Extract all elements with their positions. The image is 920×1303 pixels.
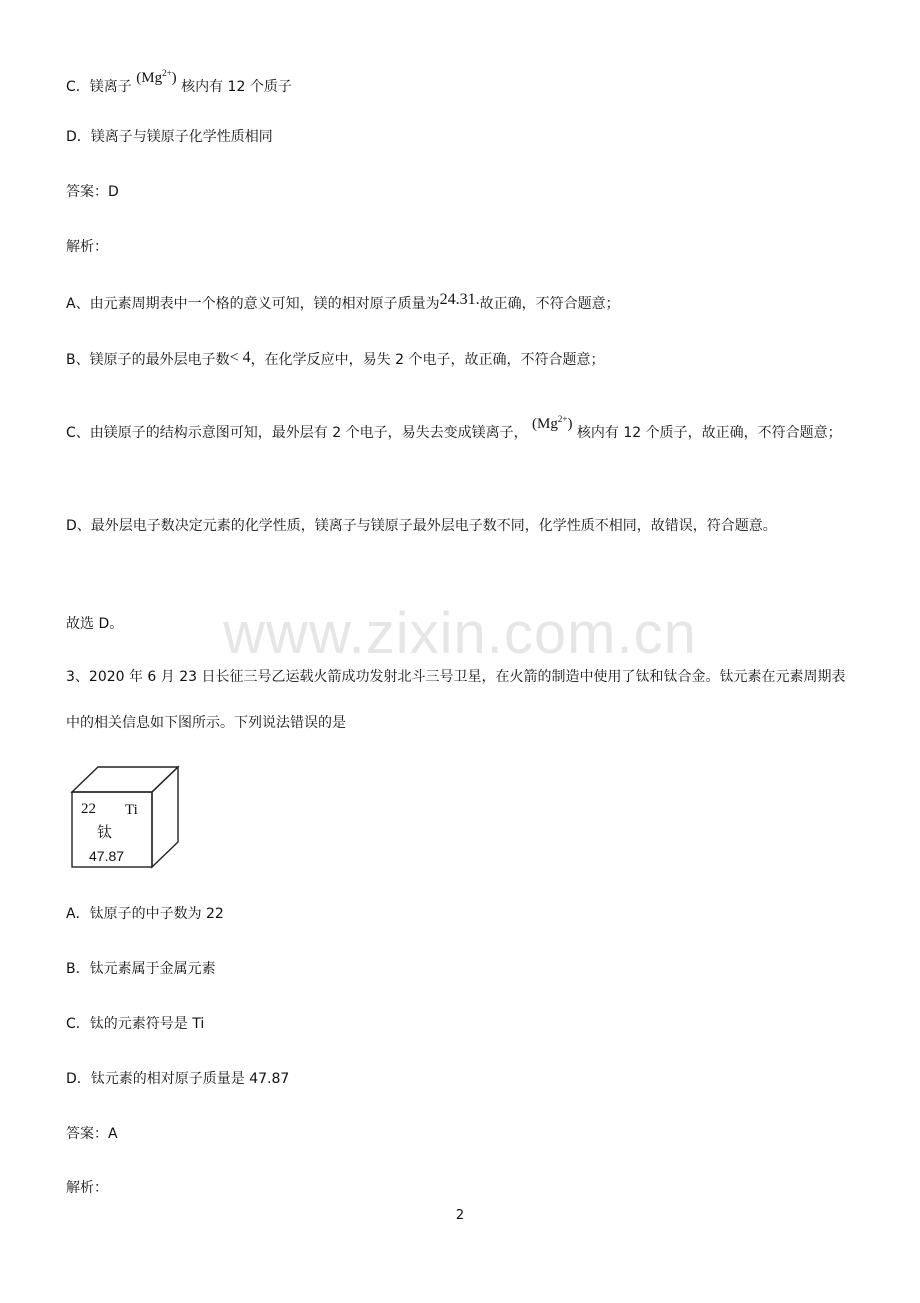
atomic-mass-value: 24.31. <box>439 291 480 308</box>
analysis-a-prefix: A、由元素周期表中一个格的意义可知，镁的相对原子质量为 <box>66 296 440 312</box>
mg-ion-formula: $(Mg^{2+})$ <box>136 68 177 86</box>
q3-option-a: A．钛原子的中子数为 22 <box>66 906 224 922</box>
q3-analysis-label: 解析： <box>66 1180 108 1196</box>
cube-top-face <box>72 767 178 792</box>
q2-analysis-b <box>66 350 604 370</box>
ion-charge-2: 2+ <box>557 414 568 424</box>
q3-option-c: C．钛的元素符号是 Ti <box>66 1016 205 1032</box>
atomic-mass: 47.87 <box>89 848 125 864</box>
cube-side-face <box>152 767 178 867</box>
ion-charge: 2+ <box>162 68 172 78</box>
ion-base-2: Mg <box>537 416 558 432</box>
mg-ion-formula-2: $(Mg^{2+})$ <box>532 414 573 432</box>
element-symbol: Ti <box>125 802 138 818</box>
atomic-number: 22 <box>81 801 96 817</box>
analysis-b-suffix: ，在化学反应中，易失 2 个电子，故正确，不符合题意； <box>250 352 605 368</box>
q2-conclusion: 故选 D。 <box>66 616 124 632</box>
analysis-b-prefix: B、镁原子的最外层电子数 <box>66 352 230 368</box>
analysis-a-suffix: 故正确，不符合题意； <box>479 296 620 312</box>
q2-analysis-label: 解析： <box>66 239 108 255</box>
q3-answer: 答案：A <box>66 1126 118 1142</box>
q3-stem: 3、2020 年 6 月 23 日长征三号乙运载火箭成功发射北斗三号卫星，在火箭的制造中使用了钛和钛合金。钛元素在元素周期表中的相关信息如下图所示。下列说法错误的是 <box>66 669 846 731</box>
q2-analysis-d: D、最外层电子数决定元素的化学性质，镁离子与镁原子最外层电子数不同，化学性质不相同，故错误，符合题意。 <box>66 518 777 534</box>
element-name: 钛 <box>97 823 113 841</box>
q2-answer: 答案：D <box>66 184 119 200</box>
electron-count-value: < 4 <box>229 349 251 366</box>
q3-option-d: D．钛元素的相对原子质量是 47.87 <box>66 1071 290 1087</box>
watermark: www.zixin.com.cn <box>223 601 697 666</box>
analysis-c-suffix: 核内有 12 个质子，故正确，不符合题意； <box>576 425 842 441</box>
q2-option-d: D．镁离子与镁原子化学性质相同 <box>66 129 273 145</box>
q3-option-b: B．钛元素属于金属元素 <box>66 961 216 977</box>
q2-option-c-prefix: C．镁离子 <box>66 79 132 95</box>
q2-option-c-suffix: 核内有 12 个质子 <box>181 79 292 95</box>
periodic-table-cell-figure <box>70 764 182 874</box>
page-number: 2 <box>455 1208 465 1223</box>
q2-analysis-a <box>66 291 620 314</box>
q2-analysis-c <box>66 405 856 456</box>
q2-option-c <box>66 68 292 97</box>
analysis-c-prefix: C、由镁原子的结构示意图可知，最外层有 2 个电子，易失去变成镁离子， <box>66 425 528 441</box>
ion-base: Mg <box>141 70 163 86</box>
